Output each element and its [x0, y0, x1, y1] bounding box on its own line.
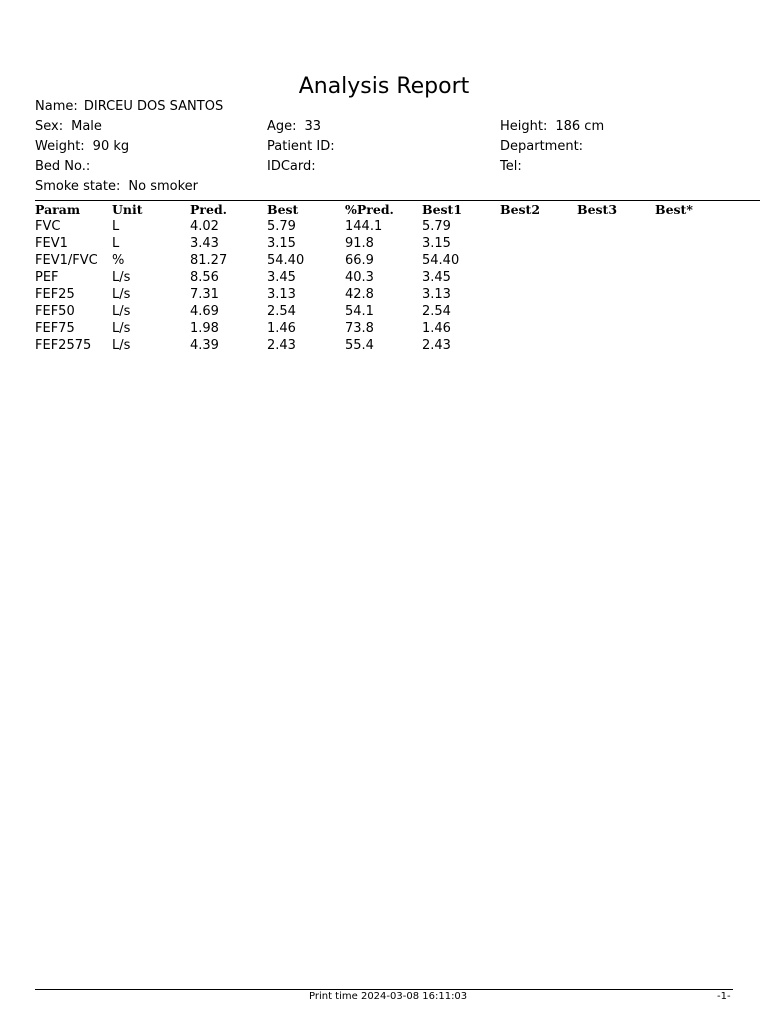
age-field — [267, 118, 321, 136]
best1-cell: 3.15 — [422, 236, 451, 251]
unit-cell: % — [112, 253, 125, 268]
smoke-state-field — [35, 178, 198, 196]
table-row — [35, 269, 760, 286]
param-cell: FEV1 — [35, 236, 68, 251]
pred-cell: 4.39 — [190, 338, 219, 353]
param-cell: FEF25 — [35, 287, 75, 302]
pred-cell: 4.02 — [190, 219, 219, 234]
percent-pred-cell: 91.8 — [345, 236, 374, 251]
weight-value: 90 kg — [92, 139, 130, 154]
percent-pred-cell: 42.8 — [345, 287, 374, 302]
best1-cell: 54.40 — [422, 253, 460, 268]
param-cell: FEF75 — [35, 321, 75, 336]
param-cell: FEV1/FVC — [35, 253, 98, 268]
weight-field — [35, 138, 129, 156]
results-table — [35, 201, 760, 354]
idcard-field — [267, 158, 324, 176]
table-row — [35, 320, 760, 337]
best-cell: 2.43 — [267, 338, 296, 353]
page-number: -1- — [717, 991, 731, 1002]
patient-id-label: Patient ID: — [267, 139, 335, 154]
best1-cell: 5.79 — [422, 219, 451, 234]
best1-cell: 3.13 — [422, 287, 451, 302]
name-value: DIRCEU DOS SANTOS — [83, 99, 224, 114]
percent-pred-cell: 54.1 — [345, 304, 374, 319]
best1-cell: 1.46 — [422, 321, 451, 336]
best-cell: 3.45 — [267, 270, 296, 285]
header-percent-pred: %Pred. — [345, 202, 394, 217]
header-pred: Pred. — [190, 202, 228, 217]
pred-cell: 4.69 — [190, 304, 219, 319]
header-best2: Best2 — [500, 202, 541, 217]
unit-cell: L — [112, 219, 120, 234]
department-label: Department: — [500, 139, 584, 154]
height-field — [500, 118, 604, 136]
table-row — [35, 252, 760, 269]
best-cell: 3.15 — [267, 236, 296, 251]
percent-pred-cell: 73.8 — [345, 321, 374, 336]
report-title: Analysis Report — [298, 74, 470, 99]
best1-cell: 3.45 — [422, 270, 451, 285]
unit-cell: L/s — [112, 304, 131, 319]
smoke-state-value: No smoker — [128, 179, 198, 194]
pred-cell: 7.31 — [190, 287, 219, 302]
table-row — [35, 218, 760, 235]
header-param: Param — [35, 202, 81, 217]
sex-field — [35, 118, 102, 136]
percent-pred-cell: 55.4 — [345, 338, 374, 353]
patient-id-field — [267, 138, 343, 156]
age-label: Age: — [267, 119, 297, 134]
pred-cell: 8.56 — [190, 270, 219, 285]
table-row — [35, 235, 760, 252]
table-row — [35, 286, 760, 303]
sex-value: Male — [71, 119, 102, 134]
pred-cell: 1.98 — [190, 321, 219, 336]
percent-pred-cell: 40.3 — [345, 270, 374, 285]
age-value: 33 — [304, 119, 322, 134]
percent-pred-cell: 66.9 — [345, 253, 374, 268]
sex-label: Sex: — [35, 119, 64, 134]
header-best: Best — [267, 202, 299, 217]
table-row — [35, 337, 760, 354]
smoke-state-label: Smoke state: — [35, 179, 121, 194]
header-unit: Unit — [112, 202, 143, 217]
pred-cell: 81.27 — [190, 253, 228, 268]
header-best-star: Best* — [655, 202, 693, 217]
param-cell: FVC — [35, 219, 61, 234]
pred-cell: 3.43 — [190, 236, 219, 251]
unit-cell: L/s — [112, 287, 131, 302]
param-cell: FEF50 — [35, 304, 75, 319]
bed-field — [35, 158, 98, 176]
best-cell: 3.13 — [267, 287, 296, 302]
table-header-row — [35, 201, 760, 218]
unit-cell: L/s — [112, 321, 131, 336]
department-field — [500, 138, 591, 156]
param-cell: PEF — [35, 270, 59, 285]
param-cell: FEF2575 — [35, 338, 92, 353]
weight-label: Weight: — [35, 139, 85, 154]
unit-cell: L/s — [112, 338, 131, 353]
tel-field — [500, 158, 530, 176]
unit-cell: L/s — [112, 270, 131, 285]
header-best3: Best3 — [577, 202, 618, 217]
print-time: Print time 2024-03-08 16:11:03 — [309, 991, 468, 1002]
height-label: Height: — [500, 119, 548, 134]
idcard-label: IDCard: — [267, 159, 316, 174]
table-row — [35, 303, 760, 320]
percent-pred-cell: 144.1 — [345, 219, 383, 234]
unit-cell: L — [112, 236, 120, 251]
name-label: Name: — [35, 99, 78, 114]
best-cell: 5.79 — [267, 219, 296, 234]
height-value: 186 cm — [555, 119, 605, 134]
best1-cell: 2.54 — [422, 304, 451, 319]
tel-label: Tel: — [500, 159, 522, 174]
name-field — [35, 98, 223, 116]
bed-label: Bed No.: — [35, 159, 91, 174]
best-cell: 1.46 — [267, 321, 296, 336]
best-cell: 54.40 — [267, 253, 305, 268]
best1-cell: 2.43 — [422, 338, 451, 353]
header-best1: Best1 — [422, 202, 463, 217]
best-cell: 2.54 — [267, 304, 296, 319]
